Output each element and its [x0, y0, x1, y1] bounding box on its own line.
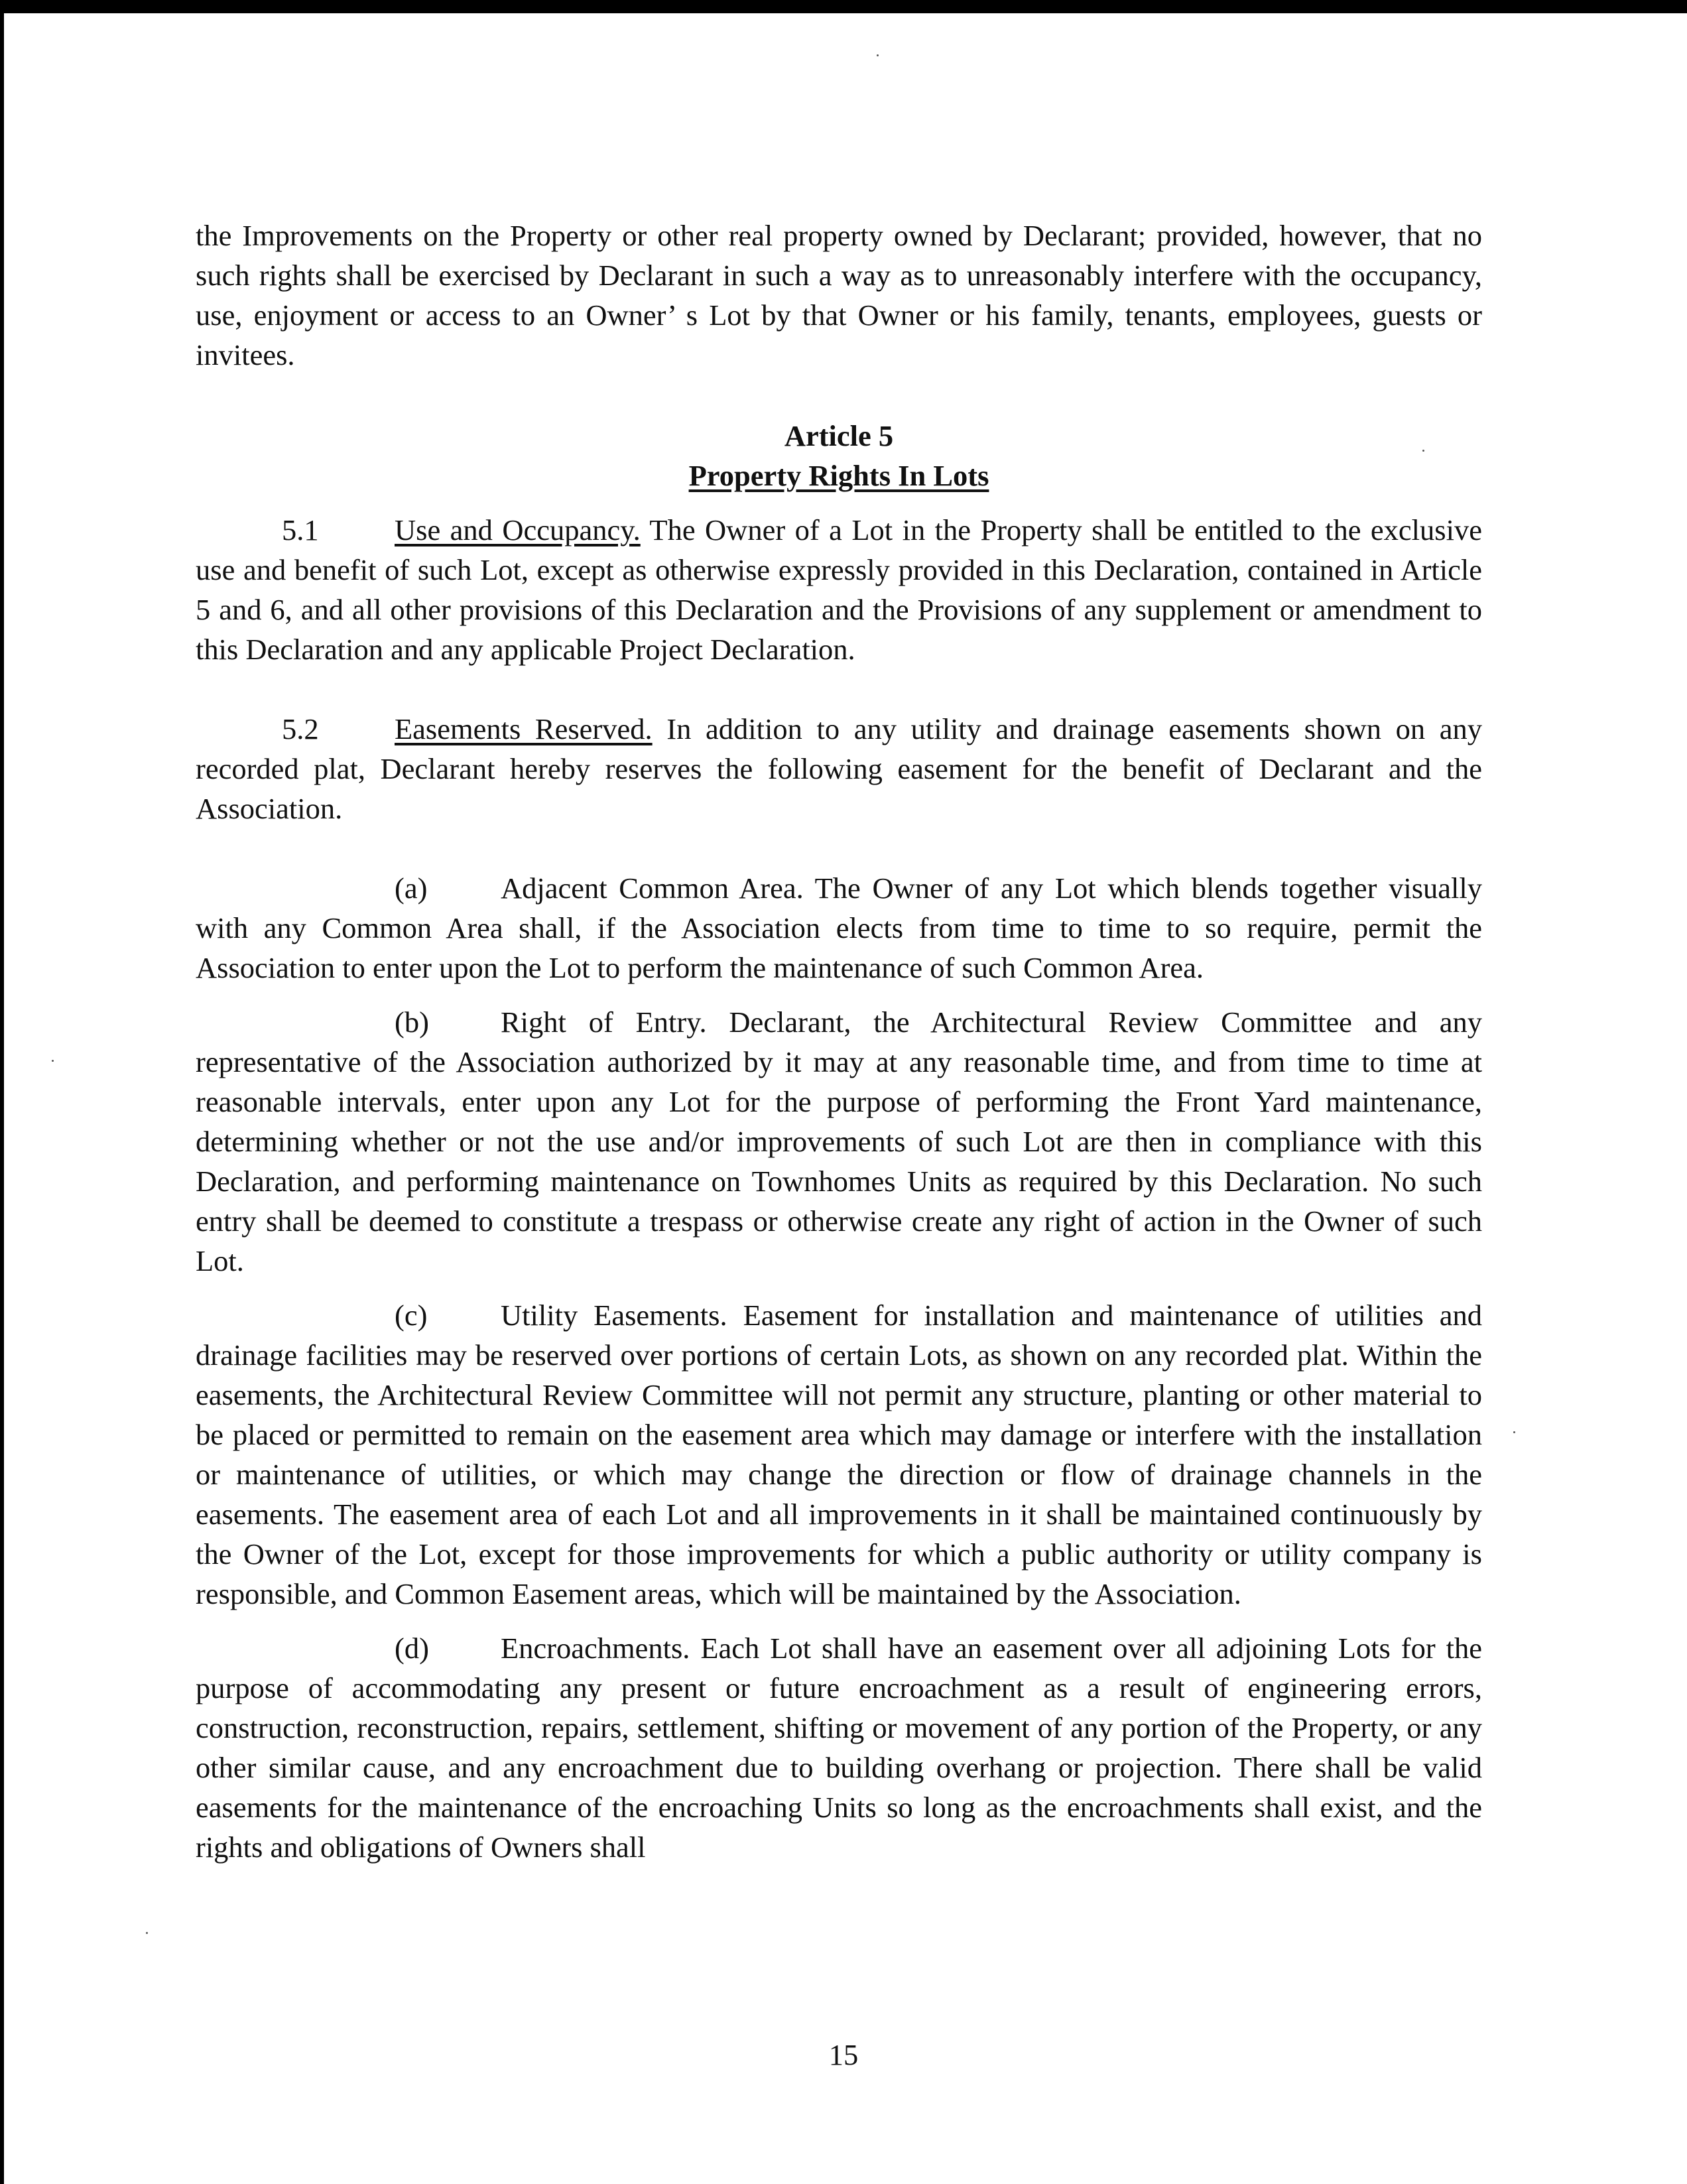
subsection-d	[196, 1628, 1482, 1867]
subsection-b	[196, 1002, 1482, 1281]
scan-speck	[1513, 1431, 1515, 1433]
section-text: In addition to any utility and drainage easements shown on any recorded plat, Declarant hereby reserves the following easement for the benefit of Declarant and the Association.	[196, 712, 1482, 825]
subsection-text: Encroachments. Each Lot shall have an easement over all adjoining Lots for the purpose of accommodating any present or future encroachment as a result of engineering errors, construction, reconstruction, repairs, settlement, shifting or movement of any portion of the Property, or any other similar cause, and any encroachment due to building overhang or projection. There shall be valid easements for the maintenance of the encroaching Units so long as the encroachments shall exist, and the rights and obligations of Owners shall	[196, 1632, 1482, 1864]
scan-speck	[52, 1060, 54, 1062]
intro-paragraph: the Improvements on the Property or other real property owned by Declarant; provided, however, that no such rights shall be exercised by Declarant in such a way as to unreasonably interfere with the occupancy, use, enjoyment or access to an Owner’ s Lot by that Owner or his family, tenants, employees, guests or invitees.	[196, 219, 1482, 371]
article-heading	[196, 416, 1482, 495]
section-heading: Use and Occupancy.	[395, 513, 641, 546]
scan-speck	[877, 54, 879, 56]
page-number: 15	[828, 2038, 859, 2071]
section-5-2	[196, 709, 1482, 828]
subsection-label: (b)	[395, 1005, 429, 1039]
subsection-label: (c)	[395, 1299, 428, 1332]
section-5-1	[196, 510, 1482, 669]
subsection-text: Utility Easements. Easement for installation and maintenance of utilities and drainage facilities may be reserved over portions of certain Lots, as shown on any recorded plat. Within the easements, the Architectural Review Committee will not permit any structure, planting or other material to be placed or permitted to remain on the easement area which may damage or interfere with the installation or maintenance of utilities, or which may change the direction or flow of drainage channels in the easements. The easement area of each Lot and all improvements in it shall be maintained continuously by the Owner of the Lot, except for those improvements for which a public authority or utility company is responsible, and Common Easement areas, which will be maintained by the Association.	[196, 1299, 1482, 1610]
scan-left-border	[0, 0, 4, 2184]
section-text: The Owner of a Lot in the Property shall be entitled to the exclusive use and benefit of such Lot, except as otherwise expressly provided in this Declaration, contained in Article 5 and 6, and all other provisions of this Declaration and the Provisions of any supplement or amendment to this Declaration and any applicable Project Declaration.	[196, 513, 1482, 666]
subsection-a	[196, 868, 1482, 988]
article-title: Property Rights In Lots	[688, 459, 989, 492]
subsection-text: Right of Entry. Declarant, the Architectural Review Committee and any representative of the Association authorized by it may at any reasonable time, and from time to time at reasonable intervals, enter upon any Lot for the purpose of performing the Front Yard maintenance, determining whether or not the use and/or improvements of such Lot are then in compliance with this Declaration, and performing maintenance on Townhomes Units as required by this Declaration. No such entry shall be deemed to constitute a trespass or otherwise create any right of action in the Owner of such Lot.	[196, 1005, 1482, 1277]
scan-speck	[146, 1932, 148, 1934]
article-number: Article 5	[784, 419, 894, 452]
subsection-label: (d)	[395, 1632, 429, 1665]
subsection-label: (a)	[395, 871, 428, 905]
section-heading: Easements Reserved.	[395, 712, 653, 745]
subsection-c	[196, 1295, 1482, 1614]
section-number: 5.1	[282, 513, 319, 546]
scan-top-border	[0, 0, 1687, 13]
subsection-text: Adjacent Common Area. The Owner of any Lot which blends together visually with any Common Area shall, if the Association elects from time to time to so require, permit the Association to enter upon the Lot to perform the maintenance of such Common Area.	[196, 871, 1482, 984]
document-body	[196, 216, 1482, 1867]
section-number: 5.2	[282, 712, 319, 745]
